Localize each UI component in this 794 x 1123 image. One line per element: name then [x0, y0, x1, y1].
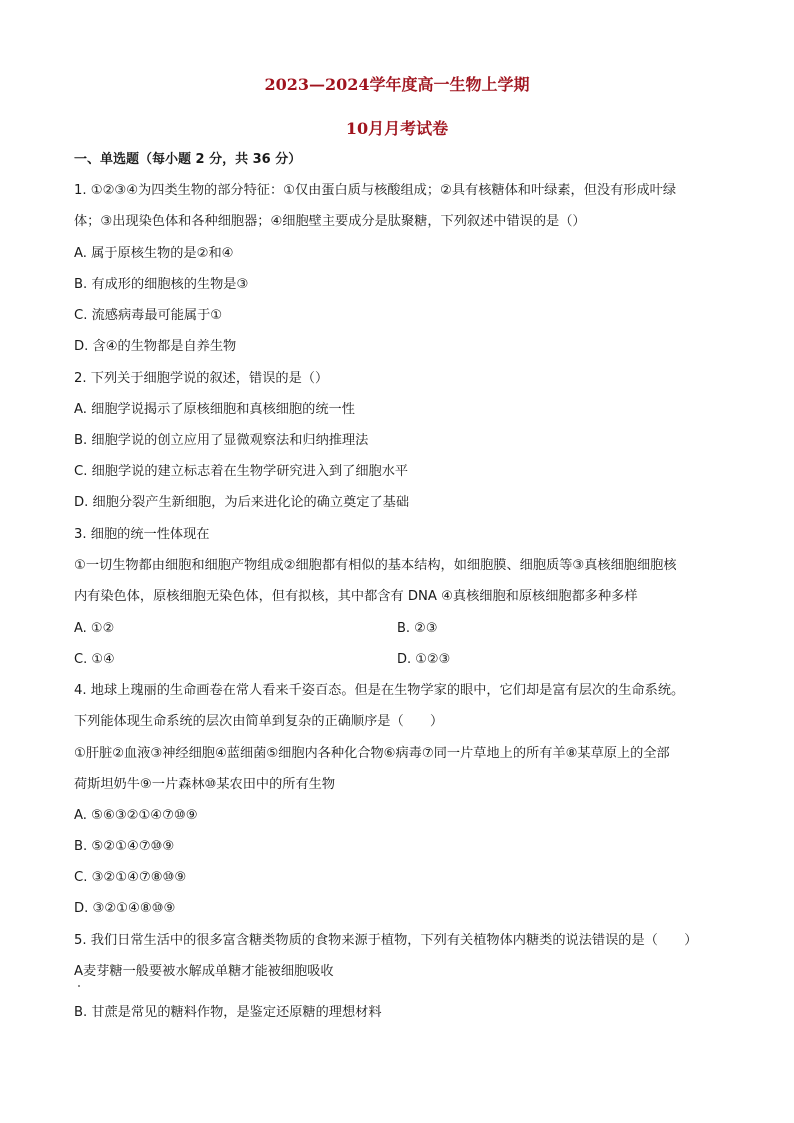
q5-option-b: B. 甘蔗是常见的糖料作物，是鉴定还原糖的理想材料 [74, 1005, 382, 1020]
q3-body-line1: ①一切生物都由细胞和细胞产物组成②细胞都有相似的基本结构，如细胞膜、细胞质等③真核细胞细胞核 [74, 558, 677, 573]
stray-mark [78, 985, 80, 987]
q3-body-line2: 内有染色体，原核细胞无染色体，但有拟核，其中都含有 DNA ④真核细胞和原核细胞都多种多样 [74, 589, 638, 604]
q2-option-c: C. 细胞学说的建立标志着在生物学研究进入到了细胞水平 [74, 464, 409, 479]
q4-body-line1: ①肝脏②血液③神经细胞④蓝细菌⑤细胞内各种化合物⑥病毒⑦同一片草地上的所有羊⑧某草原上的全部 [74, 746, 670, 761]
section-heading: 一、单选题（每小题 2 分，共 36 分） [74, 152, 302, 167]
q3-stem: 3. 细胞的统一性体现在 [74, 527, 210, 542]
q1-stem-line2: 体；③出现染色体和各种细胞器；④细胞壁主要成分是肽聚糖，下列叙述中错误的是（） [74, 214, 586, 229]
q3-option-b: B. ②③ [397, 621, 438, 636]
q4-stem-line2: 下列能体现生命系统的层次由简单到复杂的正确顺序是（ ） [74, 714, 444, 729]
q4-option-c: C. ③②①④⑦⑧⑩⑨ [74, 870, 187, 885]
q5-stem: 5. 我们日常生活中的很多富含糖类物质的食物来源于植物，下列有关植物体内糖类的说法错误的是（ ） [74, 933, 698, 948]
q4-option-b: B. ⑤②①④⑦⑩⑨ [74, 839, 175, 854]
q3-option-a: A. ①② [74, 621, 115, 636]
exam-title-line1: 2023—2024学年度高一生物上学期 [264, 75, 530, 94]
q1-option-a: A. 属于原核生物的是②和④ [74, 246, 234, 261]
q1-option-b: B. 有成形的细胞核的生物是③ [74, 277, 249, 292]
exam-title-line2: 10月月考试卷 [345, 119, 449, 138]
q2-option-d: D. 细胞分裂产生新细胞，为后来进化论的确立奠定了基础 [74, 495, 410, 510]
q1-option-c: C. 流感病毒最可能属于① [74, 308, 223, 323]
q3-option-c: C. ①④ [74, 652, 115, 667]
q4-option-a: A. ⑤⑥③②①④⑦⑩⑨ [74, 808, 198, 823]
q2-stem: 2. 下列关于细胞学说的叙述，错误的是（） [74, 371, 329, 386]
q4-option-d: D. ③②①④⑧⑩⑨ [74, 901, 176, 916]
q3-option-d: D. ①②③ [397, 652, 451, 667]
q4-body-line2: 荷斯坦奶牛⑨一片森林⑩某农田中的所有生物 [74, 777, 336, 792]
q1-option-d: D. 含④的生物都是自养生物 [74, 339, 237, 354]
q1-stem-line1: 1. ①②③④为四类生物的部分特征：①仅由蛋白质与核酸组成；②具有核糖体和叶绿素，但没有形成叶绿 [74, 183, 677, 198]
q2-option-a: A. 细胞学说揭示了原核细胞和真核细胞的统一性 [74, 402, 355, 417]
q4-stem-line1: 4. 地球上瑰丽的生命画卷在常人看来千姿百态。但是在生物学家的眼中，它们却是富有层次的生命系统。 [74, 683, 685, 698]
q5-option-a: A麦芽糖一般要被水解成单糖才能被细胞吸收 [74, 964, 334, 979]
q2-option-b: B. 细胞学说的创立应用了显微观察法和归纳推理法 [74, 433, 369, 448]
